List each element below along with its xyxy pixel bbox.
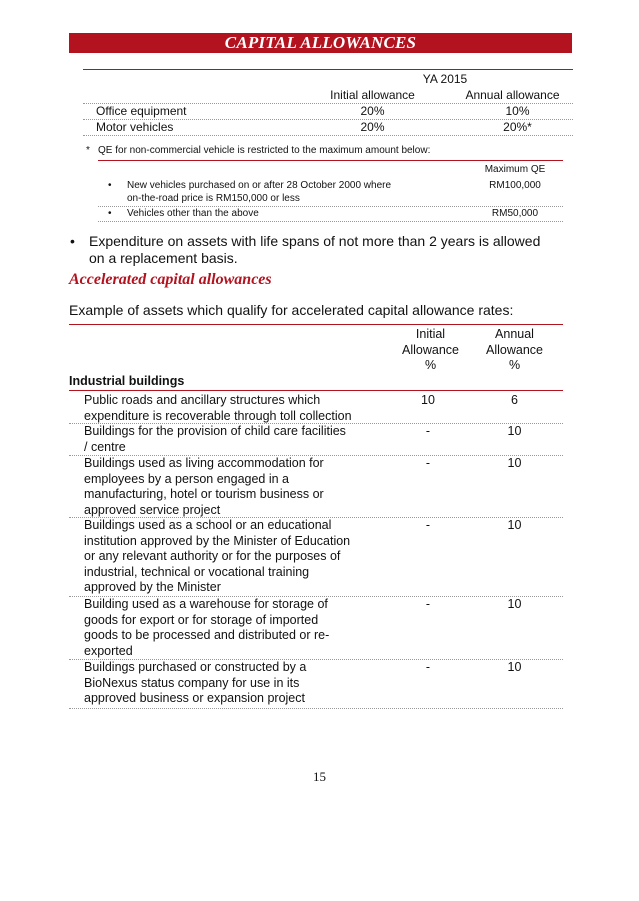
footnote-row-line: New vehicles purchased on or after 28 October 2000 where — [127, 180, 392, 191]
table-row-description: Building used as a warehouse for storage of goods for export or for storage of imported goods to be processed and distributed or re- exported — [84, 597, 330, 658]
table-row-description: Public roads and ancillary structures which expenditure is recoverable through toll collection — [84, 393, 352, 423]
year-header: YA 2015 — [422, 72, 468, 86]
page-banner-title: CAPITAL ALLOWANCES — [69, 33, 572, 53]
table-row-annual: 10 — [507, 597, 522, 611]
category-heading: Industrial buildings — [69, 374, 185, 388]
col-initial-allowance: Initial allowance — [330, 88, 415, 102]
table-row-annual: 10 — [507, 424, 522, 438]
footnote-text: QE for non-commercial vehicle is restricted to the maximum amount below: — [98, 145, 431, 156]
ya-row-annual: 10% — [505, 104, 530, 118]
col-maximum-qe: Maximum QE — [484, 164, 546, 175]
col-annual-allowance: Annual Allowance % — [486, 327, 543, 372]
ya-row-asset: Office equipment — [96, 104, 187, 118]
section-heading: Accelerated capital allowances — [69, 271, 272, 288]
col-initial-allowance: Initial Allowance % — [402, 327, 459, 372]
bullet-icon: • — [108, 208, 112, 219]
footnote-marker: * — [86, 145, 90, 156]
ya-row-annual: 20%* — [503, 120, 532, 134]
table-row-initial: - — [425, 518, 431, 532]
footnote-row-line: Vehicles other than the above — [127, 208, 259, 219]
ya-row-asset: Motor vehicles — [96, 120, 174, 134]
table-row-initial: - — [425, 424, 431, 438]
intro-text: Example of assets which qualify for accelerated capital allowance rates: — [69, 302, 514, 318]
footnote-row-amount: RM50,000 — [491, 208, 539, 219]
bullet-note-line: Expenditure on assets with life spans of not more than 2 years is allowed — [89, 233, 541, 249]
table-row-initial: - — [425, 660, 431, 674]
page-number: 15 — [313, 769, 326, 784]
bullet-icon: • — [70, 233, 75, 249]
table-row-initial: - — [425, 456, 431, 470]
table-row-annual: 6 — [511, 393, 518, 407]
footnote-row-amount: RM100,000 — [489, 180, 541, 191]
bullet-note-line: on a replacement basis. — [89, 250, 238, 266]
footnote-row-line: on-the-road price is RM150,000 or less — [127, 193, 300, 204]
table-top-rule — [83, 69, 573, 70]
bullet-icon: • — [108, 180, 112, 191]
table-row-description: Buildings for the provision of child care facilities / centre — [84, 424, 346, 454]
table-row-annual: 10 — [507, 660, 522, 674]
table-row-description: Buildings purchased or constructed by a BioNexus status company for use in its approved business or expansion project — [84, 660, 307, 705]
table-row-annual: 10 — [507, 456, 522, 470]
table-row-initial: 10 — [421, 393, 435, 407]
table-row-description: Buildings used as a school or an educational institution approved by the Minister of Education or any relevant authority or for the purposes of industrial, technical or vocational training approved by the Minister — [84, 518, 351, 594]
ya-row-initial: 20% — [360, 104, 385, 118]
table-row-initial: - — [425, 597, 431, 611]
table-row-description: Buildings used as living accommodation for employees by a person engaged in a manufacturing, hotel or tourism business or approved service project — [84, 456, 324, 517]
col-annual-allowance: Annual allowance — [465, 88, 560, 102]
ya-row-initial: 20% — [360, 120, 385, 134]
table-row-annual: 10 — [507, 518, 522, 532]
